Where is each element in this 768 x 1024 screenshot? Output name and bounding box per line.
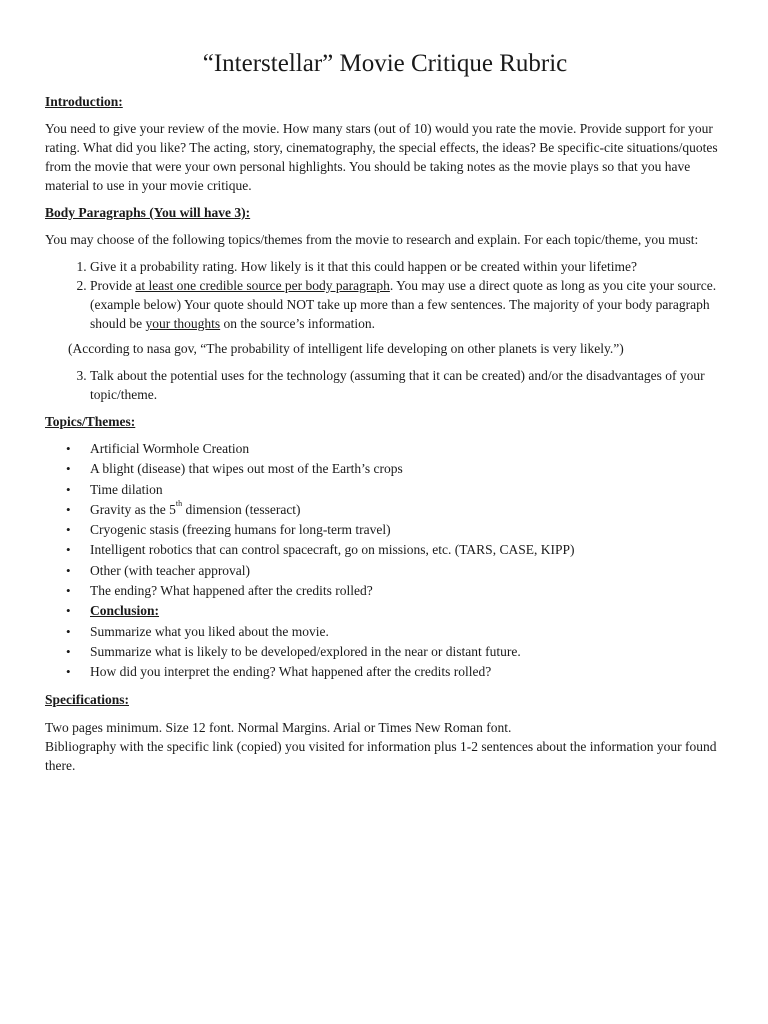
list-item: • Artificial Wormhole Creation (90, 439, 725, 459)
introduction-heading: Introduction: (45, 94, 123, 109)
requirements-list (45, 257, 725, 333)
body-paragraphs-heading: Body Paragraphs (You will have 3): (45, 205, 251, 220)
list-item: • The ending? What happened after the credits rolled? (90, 581, 725, 601)
list-item: • Intelligent robotics that can control spacecraft, go on missions, etc. (TARS, CASE, KIPP) (90, 540, 725, 560)
list-item (90, 601, 725, 621)
list-item: • Summarize what is likely to be developed/explored in the near or distant future. (90, 642, 725, 662)
requirement-item-3: 3. Talk about the potential uses for the technology (assuming that it can be created) and/or the disadvantages of your topic/theme. (90, 366, 725, 404)
requirement-item-2-pre: Provide (90, 278, 136, 293)
requirements-list-continued (45, 366, 725, 404)
list-item: • A blight (disease) that wipes out most of the Earth’s crops (90, 459, 725, 479)
list-item: • Time dilation (90, 480, 725, 500)
document-page (45, 48, 725, 775)
credible-source-underline: at least one credible source per body paragraph (135, 278, 390, 293)
specifications-line-1: Two pages minimum. Size 12 font. Normal Margins. Arial or Times New Roman font. (45, 719, 512, 735)
specifications-heading: Specifications: (45, 691, 129, 707)
page-title: “Interstellar” Movie Critique Rubric (202, 50, 568, 77)
topics-heading: Topics/Themes: (45, 414, 136, 429)
list-item: • Other (with teacher approval) (90, 561, 725, 581)
gravity-text-post: dimension (tesseract) (182, 501, 301, 517)
body-paragraphs-text: You may choose of the following topics/themes from the movie to research and explain. For each topic/theme, you must: (45, 232, 699, 247)
gravity-text-pre: Gravity as the 5 (90, 501, 176, 517)
citation-example: (According to nasa gov, “The probability of intelligent life developing on other planets is very likely.”) (68, 341, 624, 356)
requirement-item-1: 1. Give it a probability rating. How likely is it that this could happen or be created within your lifetime? (90, 257, 725, 276)
specifications-text (45, 718, 725, 775)
requirement-item-2-post: on the source’s information. (220, 316, 375, 331)
topics-list (45, 439, 725, 683)
conclusion-heading: Conclusion: (90, 603, 160, 619)
specifications-line-2: Bibliography with the specific link (copied) you visited for information plus 1-2 sentences about the information your found there. (45, 738, 717, 773)
list-item: • How did you interpret the ending? What happened after the credits rolled? (90, 662, 725, 682)
list-item: • Summarize what you liked about the movie. (90, 622, 725, 642)
your-thoughts-underline: your thoughts (145, 316, 221, 331)
gravity-superscript: th (175, 499, 183, 509)
requirement-item-2-mid: . You may use a direct quote as long as you cite your source. (example below) Your quote should NOT take up more than a few sentences. The majority of your body paragraph should be (90, 278, 717, 331)
introduction-text: You need to give your review of the movie. How many stars (out of 10) would you rate the movie. Provide support for your rating. What did you like? The acting, story, cinematography, the special effects, the ideas? Be specific-cite situations/quotes from the movie that were your own personal highlights. You should be taking notes as the movie plays so that you have material to use in your movie critique. (45, 121, 718, 193)
requirement-item-2 (90, 276, 725, 333)
list-item (90, 500, 725, 520)
list-item: • Cryogenic stasis (freezing humans for long-term travel) (90, 520, 725, 540)
